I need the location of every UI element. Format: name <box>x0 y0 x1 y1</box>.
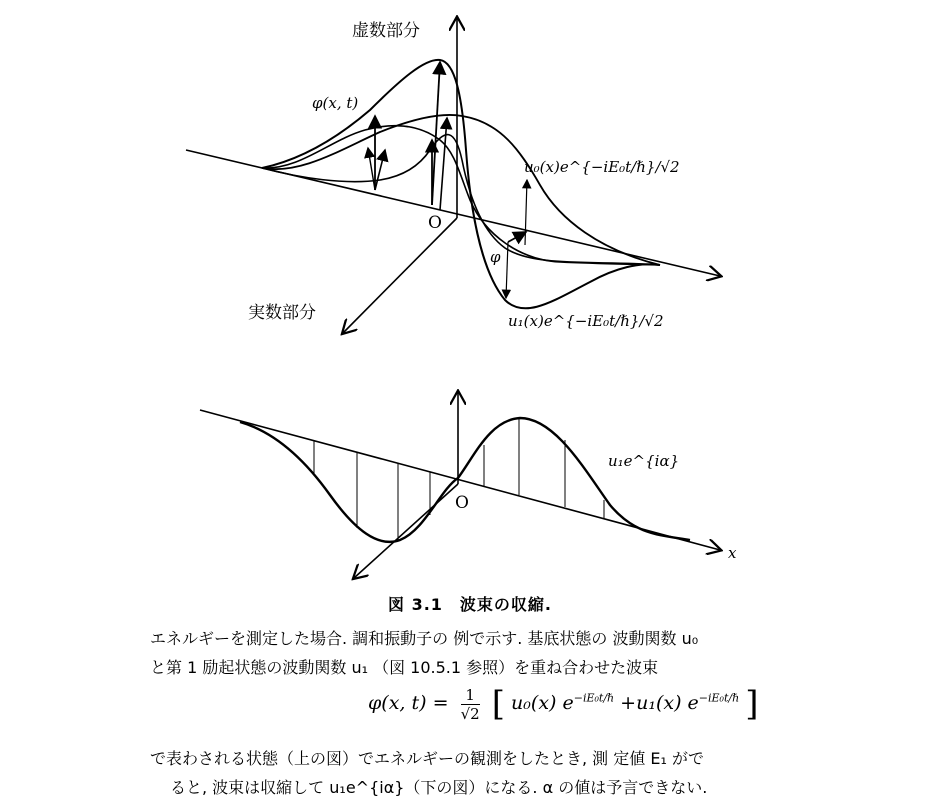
left-bracket: [ <box>491 684 505 724</box>
u0-label: u₀(x)e^{−iE₀t/ℏ}/√2 <box>524 158 680 176</box>
equation-term-1: u₀(x) e <box>511 692 574 714</box>
imag-axis-label: 虚数部分 <box>352 21 420 41</box>
fraction-denominator: √2 <box>460 704 480 723</box>
top-origin-label: O <box>428 213 442 233</box>
phi-curve-lower <box>262 115 660 265</box>
phi-vector <box>375 150 385 190</box>
top-real-axis <box>343 218 457 333</box>
paragraph-line-3: で表わされる状態（上の図）でエネルギーの観測をしたとき, 測 定値 E₁ がで <box>150 749 704 768</box>
phi-vector <box>432 62 440 205</box>
fraction-numerator: 1 <box>461 686 480 705</box>
paragraph-line-4: ると, 波束は収縮して u₁e^{iα}（下の図）になる. α の値は予言できない. <box>170 778 708 797</box>
u0-vector <box>525 180 527 245</box>
right-bracket: ] <box>745 684 759 724</box>
bottom-x-label: x <box>728 544 737 562</box>
phi-label: φ(x, t) <box>312 94 359 112</box>
bottom-origin-label: O <box>455 493 469 513</box>
equation-lhs: φ(x, t) = <box>368 692 449 714</box>
u0-curve <box>262 126 660 265</box>
u1-vector <box>506 242 508 298</box>
equation-exponent-1: −iE₀t/ℏ <box>573 691 615 705</box>
u1-label: u₁(x)e^{−iE₀t/ℏ}/√2 <box>508 312 664 330</box>
equation-term-2: +u₁(x) e <box>620 692 699 714</box>
equation-fraction <box>461 686 480 723</box>
equation-exponent-2: −iE₀t/ℏ <box>698 691 740 705</box>
equation <box>368 684 758 724</box>
phi-vector <box>440 118 447 210</box>
phi-small-label: φ <box>490 248 501 266</box>
phi-vector <box>368 148 375 190</box>
paragraph-line-2: と第 1 励起状態の波動関数 u₁ （図 10.5.1 参照）を重ね合わせた波束 <box>150 658 659 677</box>
bottom-real-axis <box>354 484 458 578</box>
paragraph-line-1: エネルギーを測定した場合. 調和振動子の 例で示す. 基底状態の 波動関数 u₀ <box>150 629 699 648</box>
real-axis-label: 実数部分 <box>248 303 316 323</box>
bottom-curve-label: u₁e^{iα} <box>608 452 680 470</box>
u1-curve <box>262 135 660 265</box>
figure-caption: 図 3.1 波束の収縮. <box>388 595 552 614</box>
bottom-figure <box>200 392 720 578</box>
phi-small-vector <box>508 232 526 242</box>
